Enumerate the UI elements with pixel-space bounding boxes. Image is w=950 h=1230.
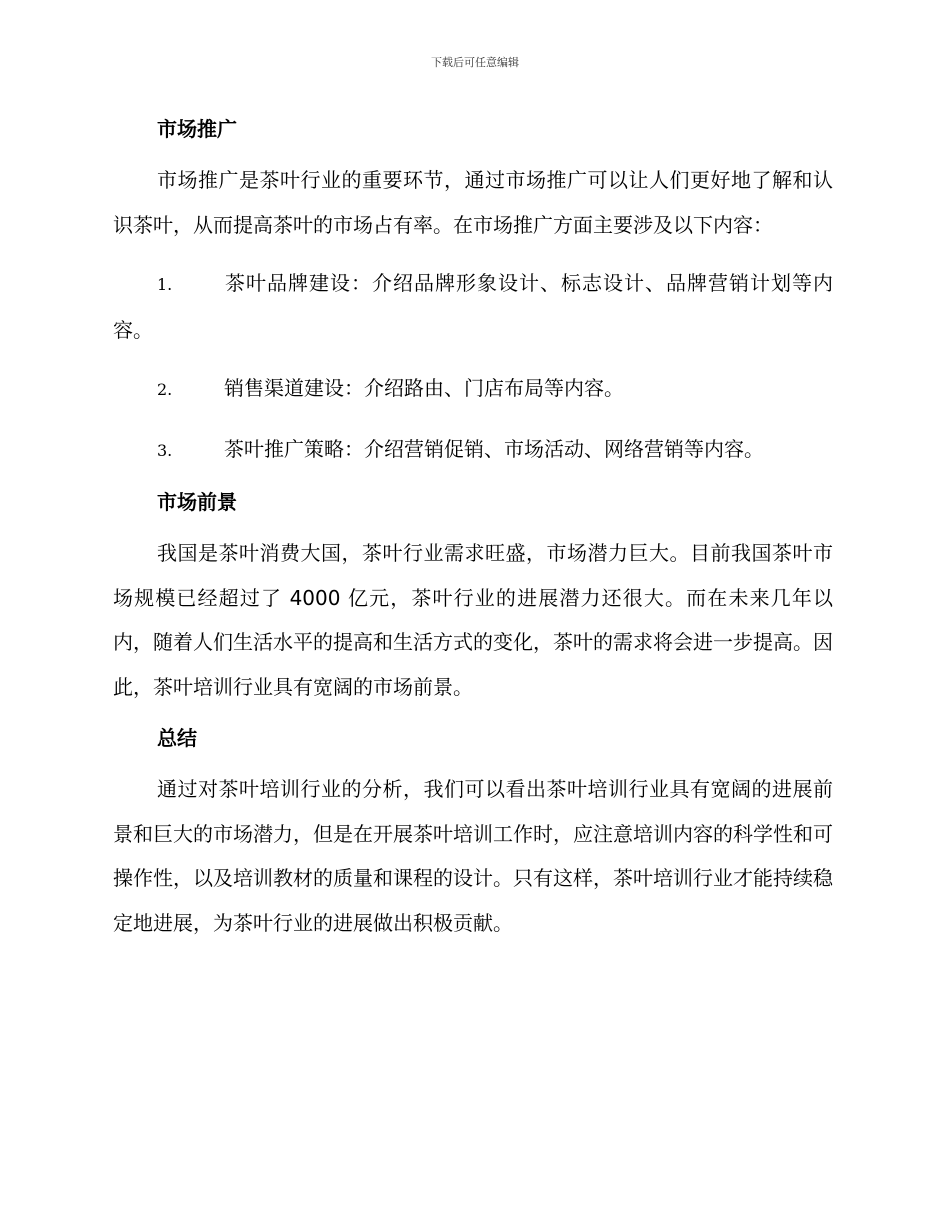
spacer [113, 519, 833, 531]
header-note: 下载后可任意编辑 [431, 56, 519, 69]
list-item-number: 3. [157, 440, 173, 460]
section-heading-promotion: 市场推广 [157, 117, 237, 141]
spacer [113, 755, 833, 767]
spacer [113, 473, 833, 485]
summary-paragraph: 通过对茶叶培训行业的分析，我们可以看出茶叶培训行业具有宽阔的进展前景和巨大的市场潜力，但是在开展茶叶培训工作时，应注意培训内容的科学性和可操作性，以及培训教材的质量和课程的设计。只有这样，茶叶培训行业才能持续稳定地进展，为茶叶行业的进展做出积极贡献。 [113, 777, 833, 935]
promotion-list-item [113, 366, 833, 413]
list-item-text: 茶叶推广策略：介绍营销促销、市场活动、网络营销等内容。 [224, 436, 764, 461]
promotion-list-item [113, 427, 833, 474]
spacer [113, 352, 833, 366]
spacer [113, 146, 833, 158]
section-heading-prospect: 市场前景 [157, 490, 237, 514]
promotion-intro-paragraph: 市场推广是茶叶行业的重要环节，通过市场推广可以让人们更好地了解和认识茶叶，从而提高茶叶的市场占有率。在市场推广方面主要涉及以下内容： [113, 168, 833, 237]
list-item-number: 1. [157, 275, 173, 294]
spacer [113, 709, 833, 721]
prospect-paragraph: 我国是茶叶消费大国，茶叶行业需求旺盛，市场潜力巨大。目前我国茶叶市场规模已经超过了 4000 亿元，茶叶行业的进展潜力还很大。而在未来几年以内，随着人们生活水平的提高和生活方式的变化，茶叶的需求将会进一步提高。因此，茶叶培训行业具有宽阔的市场前景。 [113, 541, 833, 699]
spacer [113, 247, 833, 261]
list-item-text: 茶叶品牌建设：介绍品牌形象设计、标志设计、品牌营销计划等内容。 [113, 271, 833, 342]
spacer [113, 413, 833, 427]
document-body [113, 112, 833, 945]
list-item-text: 销售渠道建设：介绍路由、门店布局等内容。 [224, 376, 624, 400]
section-heading-summary: 总结 [157, 726, 197, 750]
list-item-number: 2. [157, 380, 173, 399]
promotion-list-item [113, 261, 833, 352]
